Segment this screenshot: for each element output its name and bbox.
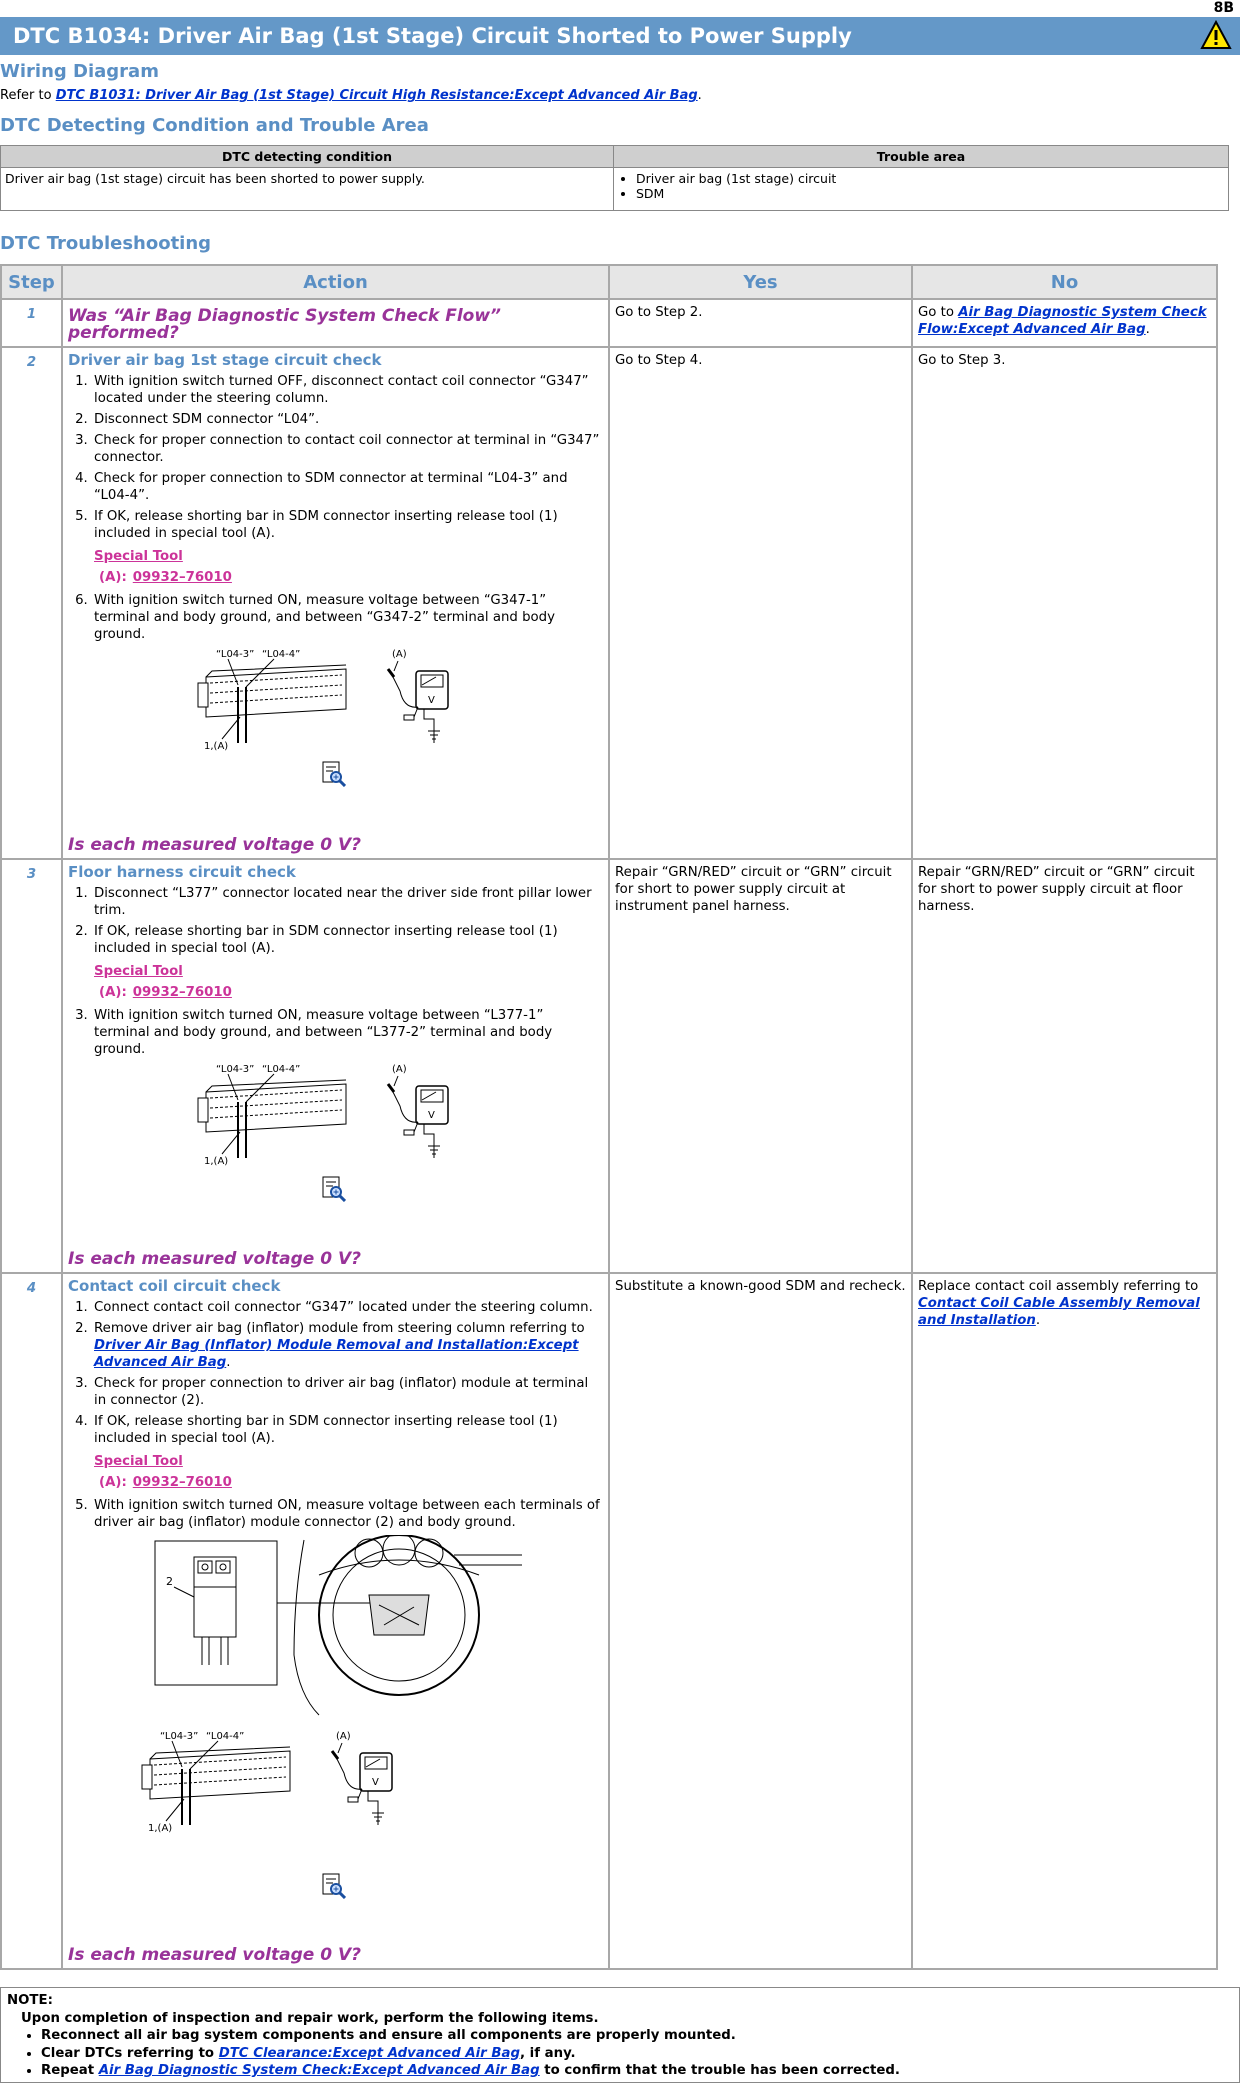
step1-no: Go to Air Bag Diagnostic System Check Flow:Except Advanced Air Bag. (912, 299, 1217, 347)
step2-item: 2. Disconnect SDM connector “L04”. (92, 411, 603, 428)
step4-item: 2. Remove driver air bag (inflator) module from steering column referring to Driver Air Bag (Inflator) Module Removal and Installation:Except Advanced Air Bag. (92, 1320, 603, 1371)
step4-item: 5. With ignition switch turned ON, measure voltage between each terminals of driver air bag (inflator) module connector (2) and body ground. (92, 1497, 603, 1531)
detecting-condition: Driver air bag (1st stage) circuit has been shorted to power supply. (1, 168, 614, 211)
trouble-area-item: • SDM (636, 186, 1224, 201)
note-diag-check-link[interactable]: Air Bag Diagnostic System Check:Except Advanced Air Bag (98, 2063, 540, 2078)
detecting-col1: DTC detecting condition (1, 146, 614, 168)
figure-label-l04-3: “L04-3” (160, 1731, 199, 1742)
step4-item: 4. If OK, release shorting bar in SDM connector inserting release tool (1) included in special tool (A). Special Tool (A): 09932–76010 (92, 1413, 603, 1491)
figure-label-1a: 1,(A) (204, 1156, 229, 1167)
trouble-area (614, 168, 1229, 211)
step3-item: 2. If OK, release shorting bar in SDM connector inserting release tool (1) included in special tool (A). Special Tool (A): 09932–76010 (92, 923, 603, 1001)
wiring-link[interactable]: DTC B1031: Driver Air Bag (1st Stage) Circuit High Resistance:Except Advanced Air Bag (55, 88, 698, 103)
step2-item: 1. With ignition switch turned OFF, disconnect contact coil connector “G347” located under the steering column. (92, 373, 603, 407)
figure-label-v: V (372, 1777, 379, 1788)
step4-no: Replace contact coil assembly referring to Contact Coil Cable Assembly Removal and Installation. (912, 1273, 1217, 1969)
figure-label-a: (A) (336, 1731, 351, 1742)
step-number: 2 (1, 347, 62, 859)
header-no: No (912, 265, 1217, 299)
step3-item: 3. With ignition switch turned ON, measure voltage between “L377-1” terminal and body ground, and between “L377-2” terminal and body ground. (92, 1007, 603, 1058)
step2-item: 6. With ignition switch turned ON, measure voltage between “G347-1” terminal and body ground, and between “G347-2” terminal and body ground. (92, 592, 603, 643)
note-title: NOTE: (7, 1993, 53, 2008)
note-item: • Reconnect all air bag system components and ensure all components are properly mounted. (41, 2027, 1233, 2045)
step2-no: Go to Step 3. (912, 347, 1217, 859)
figure-label-l04-4: “L04-4” (262, 1064, 301, 1075)
zoom-icon[interactable] (322, 1176, 346, 1202)
troubleshooting-table (0, 264, 1218, 1970)
special-tool-number: (A): 09932–76010 (99, 985, 232, 1000)
step2-item: 4. Check for proper connection to SDM connector at terminal “L04-3” and “L04-4”. (92, 470, 603, 504)
step-row-3 (1, 859, 1217, 1273)
page-title: DTC B1034: Driver Air Bag (1st Stage) Circuit Shorted to Power Supply (0, 17, 1240, 55)
figure-label-l04-3: “L04-3” (216, 649, 255, 660)
step4-no-link[interactable]: Contact Coil Cable Assembly Removal and Installation (918, 1296, 1200, 1328)
figure-label-l04-4: “L04-4” (206, 1731, 245, 1742)
step4-item: 3. Check for proper connection to driver air bag (inflator) module at terminal in connector (2). (92, 1375, 603, 1409)
step4-item: 1. Connect contact coil connector “G347” located under the steering column. (92, 1299, 603, 1316)
troubleshooting-heading: DTC Troubleshooting (0, 233, 212, 254)
steering-wheel-connector-diagram (154, 1535, 524, 1725)
figure-label-l04-4: “L04-4” (262, 649, 301, 660)
note-item: • Clear DTCs referring to DTC Clearance:Except Advanced Air Bag, if any. (41, 2045, 1233, 2063)
note-item: • Repeat Air Bag Diagnostic System Check:Except Advanced Air Bag to confirm that the trouble has been corrected. (41, 2062, 1233, 2080)
header-step: Step (1, 265, 62, 299)
step3-no: Repair “GRN/RED” circuit or “GRN” circuit for short to power supply circuit at floor harness. (912, 859, 1217, 1273)
warning-icon (1200, 20, 1232, 50)
figure-label-v: V (428, 1110, 435, 1121)
step-row-1 (1, 299, 1217, 347)
step2-subtitle: Driver air bag 1st stage circuit check (68, 351, 382, 369)
special-tool-label: Special Tool (94, 964, 183, 979)
note-box (0, 1987, 1240, 2083)
figure-label-1a: 1,(A) (148, 1823, 173, 1834)
step4-question: Is each measured voltage 0 V? (68, 1945, 361, 1965)
step-number: 3 (1, 859, 62, 1273)
step1-yes: Go to Step 2. (609, 299, 912, 347)
detecting-heading: DTC Detecting Condition and Trouble Area (0, 115, 429, 136)
figure-label-a: (A) (392, 1064, 407, 1075)
step-number: 1 (1, 299, 62, 347)
step-number: 4 (1, 1273, 62, 1969)
figure-label-1a: 1,(A) (204, 741, 229, 752)
zoom-icon[interactable] (322, 761, 346, 787)
figure-label-a: (A) (392, 649, 407, 660)
figure-label-l04-3: “L04-3” (216, 1064, 255, 1075)
sdm-connector-diagram (196, 647, 456, 757)
step-row-2 (1, 347, 1217, 859)
step3-item: 1. Disconnect “L377” connector located near the driver side front pillar lower trim. (92, 885, 603, 919)
figure-label-v: V (428, 695, 435, 706)
step4-subtitle: Contact coil circuit check (68, 1277, 281, 1295)
page-code: 8B (1213, 0, 1234, 16)
sdm-connector-diagram (140, 1729, 440, 1869)
figure-label-2: 2 (166, 1575, 173, 1588)
detecting-table (0, 145, 1229, 211)
detecting-col2: Trouble area (614, 146, 1229, 168)
sdm-connector-diagram (196, 1062, 456, 1172)
header-yes: Yes (609, 265, 912, 299)
note-dtc-clearance-link[interactable]: DTC Clearance:Except Advanced Air Bag (218, 2045, 520, 2061)
step-row-4 (1, 1273, 1217, 1969)
zoom-icon[interactable] (322, 1873, 346, 1899)
step1-question: Was “Air Bag Diagnostic System Check Flow” performed? (68, 306, 502, 343)
step4-yes: Substitute a known-good SDM and recheck. (609, 1273, 912, 1969)
header-action: Action (62, 265, 609, 299)
trouble-area-item: • Driver air bag (1st stage) circuit (636, 171, 1224, 186)
step4-module-link[interactable]: Driver Air Bag (Inflator) Module Removal and Installation:Except Advanced Air Bag (94, 1338, 579, 1370)
special-tool-label: Special Tool (94, 1454, 183, 1469)
special-tool-number: (A): 09932–76010 (99, 1475, 232, 1490)
step2-yes: Go to Step 4. (609, 347, 912, 859)
step1-no-link[interactable]: Air Bag Diagnostic System Check Flow:Except Advanced Air Bag (918, 305, 1207, 337)
wiring-heading: Wiring Diagram (0, 61, 159, 82)
special-tool-number: (A): 09932–76010 (99, 570, 232, 585)
step3-subtitle: Floor harness circuit check (68, 863, 296, 881)
step3-yes: Repair “GRN/RED” circuit or “GRN” circuit for short to power supply circuit at instrument panel harness. (609, 859, 912, 1273)
wiring-refer: Refer to DTC B1031: Driver Air Bag (1st Stage) Circuit High Resistance:Except Advanced Air Bag. (0, 88, 702, 103)
step3-question: Is each measured voltage 0 V? (68, 1249, 361, 1269)
step2-item: 3. Check for proper connection to contact coil connector at terminal in “G347” connector. (92, 432, 603, 466)
step2-question: Is each measured voltage 0 V? (68, 835, 361, 855)
note-intro: Upon completion of inspection and repair work, perform the following items. (21, 2010, 599, 2026)
step2-item: 5. If OK, release shorting bar in SDM connector inserting release tool (1) included in special tool (A). Special Tool (A): 09932–76010 (92, 508, 603, 586)
special-tool-label: Special Tool (94, 549, 183, 564)
